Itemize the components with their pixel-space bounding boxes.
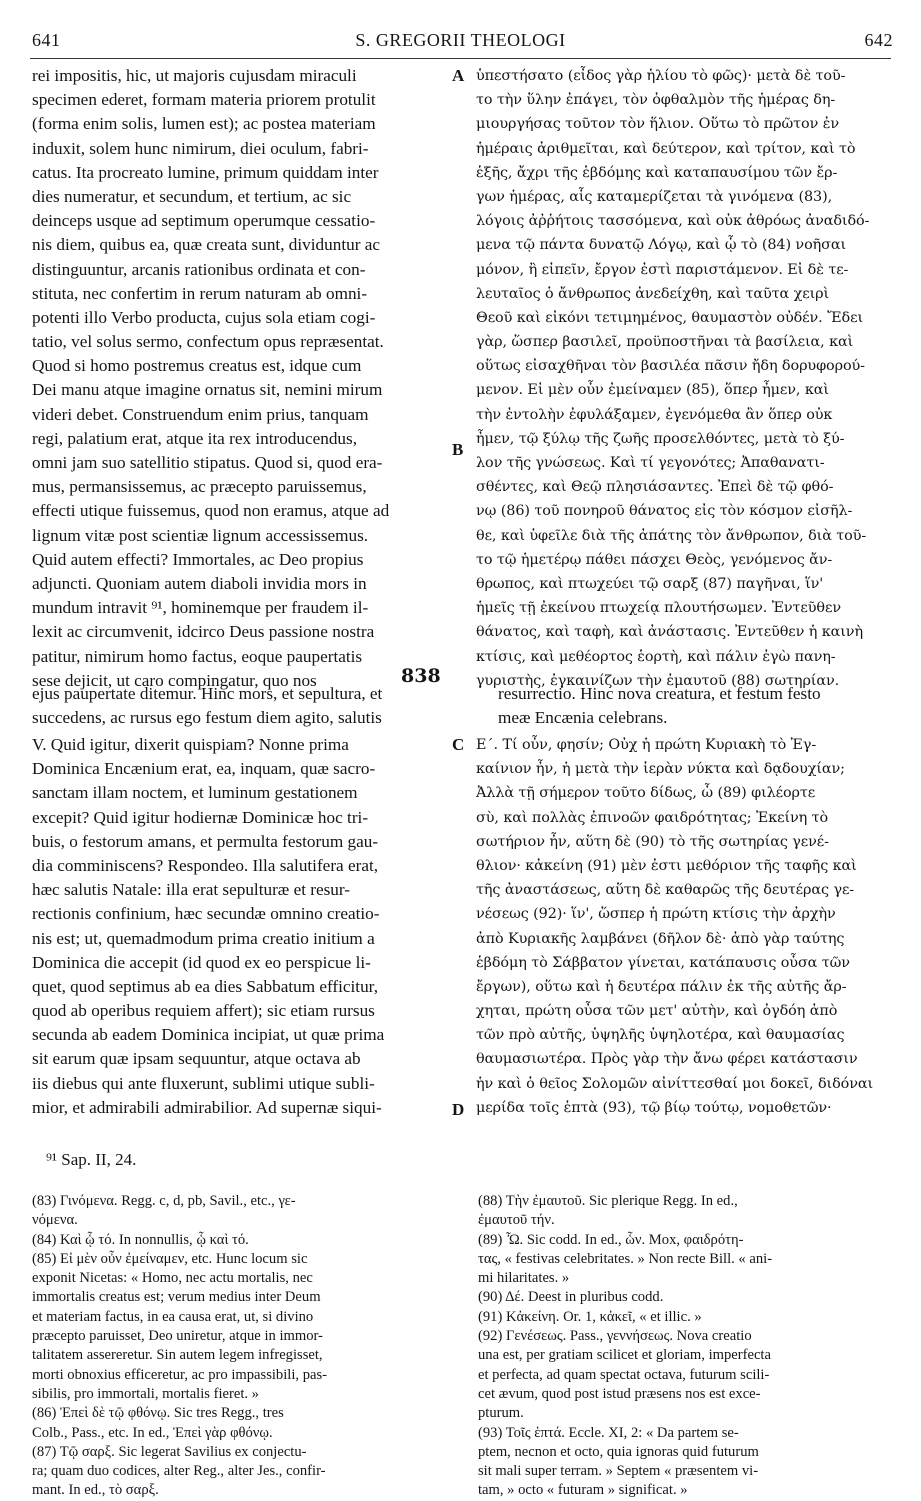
text-line: σωτήριον ἦν, αὕτη δὲ (90) τὸ τῆς σωτηρίας γενέ- [476,833,829,850]
text-line: ἀπὸ Κυριακῆς λαμβάνει (δῆλον δὲ· ἀπὸ γὰρ ταύτης [476,930,845,947]
text-line: χηται, πρώτη οὖσα τῶν μετ' αὐτὴν, καὶ ὀγδόη ἀπὸ [476,1003,838,1020]
text-line: σθέντες, καὶ Θεῷ πλησιάσαντες. Ἐπεὶ δὲ τῷ φθό- [476,479,834,496]
text-line: mundum intravit ⁹¹, hominemque per fraudem il- [32,598,369,618]
note-line: una est, per gratiam scilicet et gloriam, imperfecta [478,1347,771,1364]
note-line: morti obnoxius efficeretur, ac pro impassibili, pas- [32,1366,328,1383]
note-line: mant. In ed., τὸ σαρξ. [32,1482,159,1499]
text-line: ἑξῆς, ἄχρι τῆς ἑβδόμης καὶ καταπαυσίμου τῶν ἔρ- [476,164,838,181]
text-line: quod ab operibus requiem affert); sic etiam rursus [32,1001,375,1021]
text-line: το τῷ ἡμετέρῳ πάθει πάσχει Θεὸς, γενόμενος ἄν- [476,551,833,568]
text-line: iis diebus qui ante fluxerunt, sublimi utique subli- [32,1073,375,1093]
note-line: cet ævum, quod post istud præsens nos est exce- [478,1385,761,1402]
text-line: adjuncti. Quoniam autem diaboli invidia mors in [32,573,367,593]
text-line: θαυμασιωτέρα. Πρὸς γὰρ τὴν ἄνω φέρει κατάστασιν [476,1051,858,1068]
text-line: λόγοις ἀῤῥήτοις τασσόμενα, καὶ οὐκ ἀθρόως ἀναδιδό- [476,213,870,230]
note-line: νόμενα. [32,1212,78,1229]
page-number-right: 642 [864,30,893,50]
text-line: sese dejicit, ut caro compingatur, quo nos [32,670,317,690]
note-line: ptem, necnon et octo, quia ignoras quid futurum [478,1443,759,1460]
text-line: ὑπεστήσατο (εἶδος γὰρ ἡλίου τὸ φῶς)· μετὰ δὲ τοῦ- [476,68,846,84]
note-line: exponit Nicetas: « Homo, nec actu mortalis, nec [32,1270,313,1287]
running-header [28,30,893,60]
text-line: Θεοῦ καὶ εἰκόνι τετιμημένος, θαυμαστὸν οὐδέν. Ἔδει [476,309,863,326]
note-line: tam, » octo « futuram » significat. » [478,1482,688,1499]
text-line: Quod si homo postremus creatus est, idque cum [32,356,362,376]
text-line: λον τῆς γνώσεως. Καὶ τί γεγονότες; Ἀπαθανατι- [476,455,825,471]
note-line: Colb., Pass., etc. In ed., Ἐπεὶ γὰρ φθόνῳ. [32,1424,273,1441]
text-line: καίνιον ἦν, ἡ μετὰ τὴν ἱερὰν νύκτα καὶ δᾳδουχίαν; [476,761,845,778]
text-line: τὴν ἐντολὴν ἐφυλάξαμεν, ἐγενόμεθα ἂν ὅπερ οὐκ [476,406,833,423]
text-line: sanctam illam noctem, et luminum gestationem [32,783,358,803]
text-line: rectionis confinium, hæc secundæ omnino creatio- [32,904,380,924]
note-line: mi hilaritates. » [478,1270,570,1287]
text-line: patitur, nimirum homo factus, eoque paupertatis [32,646,363,666]
text-line: dia comminiscens? Respondeo. Illa salutifera erat, [32,855,379,875]
text-line: θρωπος, καὶ πτωχεύει τῷ σαρξ (87) παγῆναι, ἵν' [476,575,824,592]
note-line: (91) Κἀκείνη. Or. 1, κἀκεῖ, « et illic. » [478,1308,702,1325]
text-line: buis, o festorum amans, et permulta festorum gau- [32,831,379,851]
text-line: γων ἡμέρας, αἷς καταμερίζεται τὰ γινόμενα (83), [476,188,833,205]
text-line: distinguuntur, arcanis rationibus ordinata et con- [32,259,366,279]
text-line: excepit? Quid igitur hodiernæ Dominicæ hoc tri- [32,807,369,827]
text-line: dies numeratur, et secundum, et tertium, ac sic [32,186,352,206]
text-line: secunda ab eadem Dominica incipiat, ut quæ prima [32,1025,385,1045]
text-line: θλιον· κἀκείνη (91) μὲν ἐστι μεθόριον τῆς ταφῆς καὶ [476,857,857,874]
note-line: ἐμαυτοῦ τήν. [478,1212,555,1229]
running-title: S. GREGORII THEOLOGI [355,30,566,50]
text-line: ἑβδόμη τὸ Σάββατον γίνεται, κατάπαυσις οὖσα τῶν [476,954,850,971]
note-line: immortalis creatus est; verum medius inter Deum [32,1289,321,1306]
text-line: ἦμεν, τῷ ξύλῳ τῆς ζωῆς προσελθόντες, μετὰ τὸ ξύ- [476,430,845,447]
text-line: τῆς ἀναστάσεως, αὕτη δὲ καθαρῶς τῆς δευτέρας γε- [476,882,855,899]
text-line: videri debet. Construendum enim prius, tanquam [32,404,369,424]
text-line: stituta, nec confertim in rerum naturam ab omni- [32,283,368,303]
text-line: μενον. Εἰ μὲν οὖν ἐμείναμεν (85), ὅπερ ἦμεν, καὶ [476,382,829,399]
note-line: (93) Τοῖς ἑπτά. Eccle. XI, 2: « Da partem se- [478,1424,739,1441]
note-line: talitatem assereretur. Sin autem legem infregisset, [32,1347,323,1364]
text-line: Ἀλλὰ τῇ σήμερον τοῦτο δίδως, ὦ (89) φιλέορτε [476,785,816,802]
text-line: nis diem, quibus ea, quæ creata sunt, dividuntur ac [32,235,380,255]
text-line: μιουργήσας τοῦτον τὸν ἥλιον. Οὕτω τὸ πρῶτον ἐν [476,116,839,133]
spanning-line-right: resurrectio. Hinc nova creatura, et festum festo [498,684,821,703]
text-line: νέσεως (92)· ἵν', ὥσπερ ἡ πρώτη κτίσις τὴν ἀρχὴν [476,906,836,923]
text-line: rei impositis, hic, ut majoris cujusdam miraculi [32,66,357,85]
latin-continuation: succedens, ac rursus ego festum diem agito, salutis [32,708,382,728]
text-line: specimen ederet, formam materia priorem protulit [32,90,376,110]
spanning-line [32,682,900,730]
note-line: (86) Ἐπεὶ δὲ τῷ φθόνῳ. Sic tres Regg., tres [32,1405,284,1422]
text-line: mus, permansissemus, ac præcepto paruissemus, [32,477,367,497]
greek-column [476,64,901,693]
note-line: et materiam factus, in ea causa erat, ut, si divino [32,1308,314,1325]
greek-column-section-v [476,733,901,1120]
text-line: κτίσις, καὶ μεθέορτος ἑορτὴ, καὶ πάλιν ἐγὼ πανη- [476,648,836,665]
text-line: lexit ac circumvenit, idcirco Deus passione nostra [32,622,375,642]
header-rule [30,58,891,59]
text-line: μενα τῷ πάντα δυνατῷ Λόγῳ, καὶ ᾧ τὸ (84) νοῆσαι [476,237,847,254]
note-line: (90) Δέ. Deest in pluribus codd. [478,1289,664,1306]
text-line: omni jam suo satellitio stipatus. Quod si, quod era- [32,453,383,472]
text-line: (forma enim solis, lumen est); ac postea materiam [32,114,376,134]
text-line: ἔργων), οὕτω καὶ ἡ δευτέρα πάλιν ἐκ τῆς αὐτῆς ἄρ- [476,978,847,995]
note-line: ra; quam duo codices, alter Reg., alter Jes., confir- [32,1463,326,1480]
text-line: potenti illo Verbo producta, cujus sola etiam cogi- [32,307,376,327]
text-line: V. Quid igitur, dixerit quispiam? Nonne prima [32,735,349,754]
column-number: 838 [401,665,441,687]
text-line: effecti utique fuissemus, quod non eramus, atque ad [32,501,390,521]
text-line: ἡμέραις ἀριθμεῖται, καὶ δεύτερον, καὶ τρίτον, καὶ τὸ [476,140,856,157]
text-line: sit earum quæ ipsam sequuntur, atque octava ab [32,1049,361,1069]
note-line: præcepto paruisset, Deo uniretur, atque in immor- [32,1328,323,1345]
note-line: sit mali super terram. » Septem « præsentem vi- [478,1463,759,1480]
note-line: (85) Εἰ μὲν οὖν ἐμείναμεν, etc. Hunc locum sic [32,1250,308,1267]
margin-letter-c: C [452,735,465,754]
text-line: mior, et admirabili admirabilior. Ad supernæ siqui- [32,1097,382,1117]
note-line: sibilis, pro immortali, mortalis fieret. » [32,1385,259,1402]
scripture-footnote: ⁹¹ Sap. II, 24. [46,1150,137,1169]
spanning-line-left: ejus paupertate ditemur. Hinc mors, et sepultura, et [32,684,383,703]
text-line: μερίδα τοῖς ἑπτὰ (93), τῷ βίῳ τούτῳ, νομοθετῶν· [476,1099,832,1116]
text-line: Dominica die accepit (id quod ex eo perspicue li- [32,952,371,972]
text-line: catus. Ita procreato lumine, primum quiddam inter [32,162,379,182]
text-line: ἡμεῖς τῇ ἐκείνου πτωχείᾳ πλουτήσωμεν. Ἐντεῦθεν [476,600,841,617]
note-line: pturum. [478,1405,524,1422]
greek-continuation: meæ Encænia celebrans. [498,708,668,728]
margin-letter-d: D [452,1100,465,1119]
text-line: σὺ, καὶ πολλὰς ἐπινοῶν φαιδρότητας; Ἐκείνη τὸ [476,809,829,826]
page-number-left: 641 [32,30,61,50]
text-line: nis est; ut, quemadmodum prima creatio initium a [32,928,375,948]
text-line: γὰρ, ὥσπερ βασιλεῖ, προϋποστῆναι τὰ βασίλεια, καὶ [476,334,854,351]
margin-letter-a: A [452,66,465,85]
note-line: (89) Ὦ. Sic codd. In ed., ὧν. Mox, φαιδρότη- [478,1231,744,1248]
text-line: ἡν καὶ ὁ θεῖος Σολομῶν αἰνίττεσθαί μοι δοκεῖ, διδόναι [476,1075,873,1092]
text-line: deinceps usque ad septimum operumque cessatio- [32,211,376,231]
note-line: (88) Τὴν ἐμαυτοῦ. Sic plerique Regg. In ed., [478,1193,738,1209]
note-line: et perfecta, ad quam spectat octava, futurum scili- [478,1366,770,1383]
note-line: (84) Καὶ ᾧ τό. In nonnullis, ᾧ καὶ τό. [32,1231,249,1248]
text-line: Dei manu atque imagine ornatus sit, nemini mirum [32,380,383,400]
text-line: το τὴν ὕλην ἐπάγει, τὸν ὀφθαλμὸν τῆς ἡμέρας δη- [476,92,836,109]
note-line: (92) Γενέσεως. Pass., γεννήσεως. Nova creatio [478,1328,752,1345]
note-line: (83) Γινόμενα. Regg. c, d, pb, Savil., etc., γε- [32,1193,296,1209]
text-line: Ε΄. Τί οὖν, φησίν; Οὐχ ἡ πρώτη Κυριακὴ τὸ Ἐγ- [476,737,817,753]
text-line: τῶν πρὸ αὐτῆς, ὑψηλῆς ὑψηλοτέρα, καὶ θαυμασίας [476,1027,845,1044]
text-line: οὕτως εἰσαχθῆναι τὸν βασιλέα πᾶσιν ἤδη δορυφορού- [476,358,865,375]
note-line: τας, « festivas celebritates. » Non recte Bill. « ani- [478,1250,773,1267]
text-line: Quid autem effecti? Immortales, ac Deo propius [32,549,364,569]
text-line: θάνατος, καὶ ταφὴ, καὶ ἀνάστασις. Ἐντεῦθεν ἡ καινὴ [476,624,863,641]
text-line: νῳ (86) τοῦ πονηροῦ θάνατος εἰς τὸν κόσμον εἰσῆλ- [476,503,853,520]
critical-notes-left [32,1192,446,1501]
text-line: tatio, vel solus sermo, confectum opus repræsentat. [32,332,384,352]
text-line: θε, καὶ ὑφεῖλε διὰ τῆς ἀπάτης τὸν ἄνθρωπον, διὰ τοῦ- [476,527,867,544]
latin-column [32,64,446,693]
note-line: (87) Τῷ σαρξ. Sic legerat Savilius ex conjectu- [32,1443,307,1460]
text-line: μόνον, ἢ εἰπεῖν, ἔργον ἐστὶ παριστάμενον. Εἰ δὲ τε- [476,261,849,278]
critical-notes-right [478,1192,898,1501]
text-line: Dominica Encænium erat, ea, inquam, quæ sacro- [32,759,376,779]
text-line: induxit, solem hunc nimirum, diei oculum, fabri- [32,138,369,158]
text-line: regi, palatium erat, atque ita rex introducendus, [32,428,358,448]
text-line: γυριστὴς, ἐγκαινίζων τὴν ἐμαυτοῦ (88) σωτηρίαν. [476,672,840,689]
margin-letter-b: B [452,440,464,459]
latin-column-section-v [32,733,446,1120]
text-line: quet, quod septimus ab ea dies Sabbatum efficitur, [32,976,379,996]
text-line: hæc salutis Natale: illa erat sepulturæ et resur- [32,880,351,900]
text-line: lignum vitæ post scientiæ lignum accessissemus. [32,525,369,545]
text-line: λευταῖος ὁ ἄνθρωπος ἀνεδείχθη, καὶ ταῦτα χειρὶ [476,285,830,302]
